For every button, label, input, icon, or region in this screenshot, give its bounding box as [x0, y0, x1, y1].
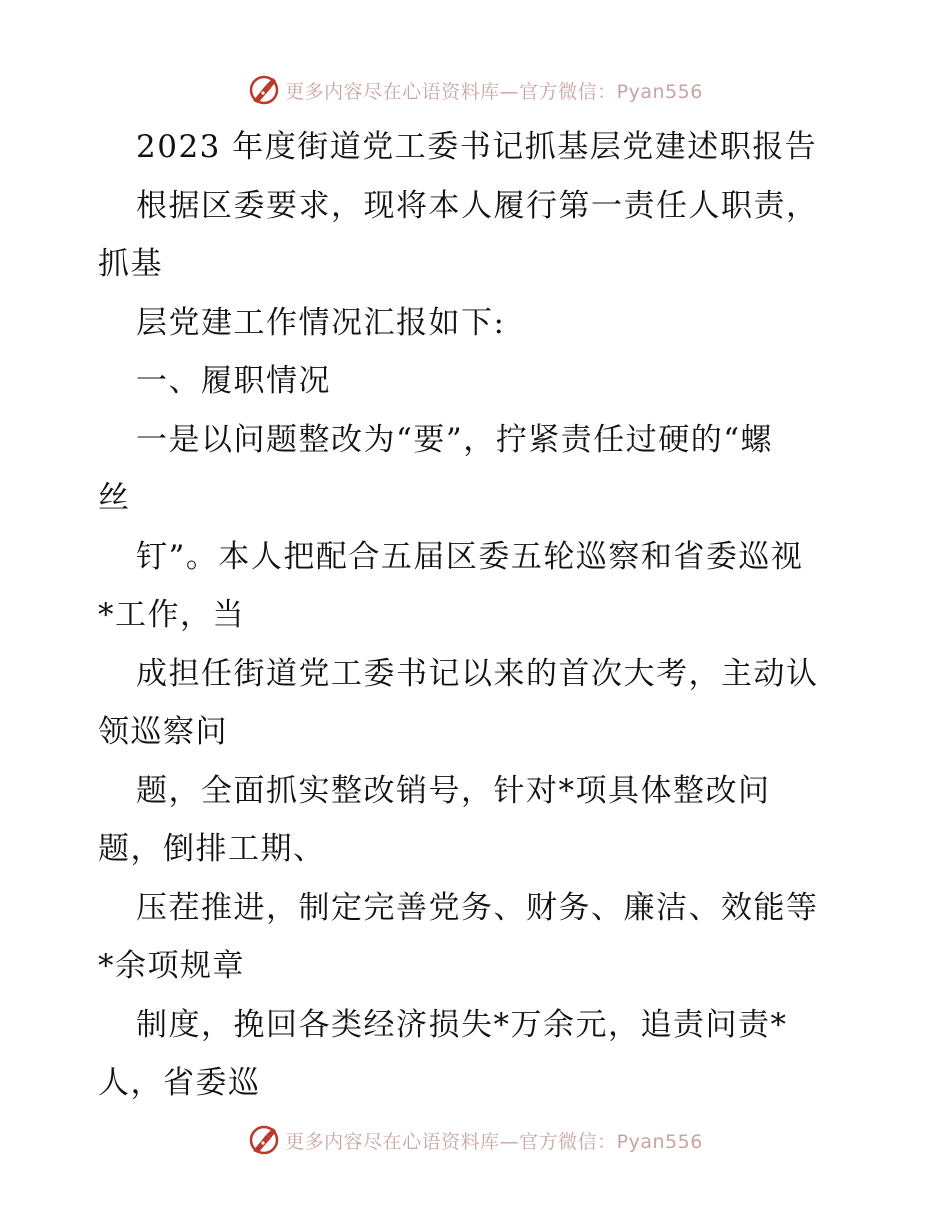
footer-banner-text: 更多内容尽在心语资料库—官方微信：Pyan556 [285, 1130, 703, 1153]
paragraph-line: 领巡察问 [98, 714, 228, 750]
paragraph-line: 根据区委要求，现将本人履行第一责任人职责， [136, 187, 819, 224]
pen-nib-circle-icon [247, 73, 281, 107]
paragraph-line: 一是以问题整改为“要”，拧紧责任过硬的“螺 [136, 421, 774, 458]
document-body [98, 118, 858, 1113]
paragraph-line: 抓基 [98, 246, 163, 282]
paragraph-line: *余项规章 [98, 948, 245, 984]
header-banner-text: 更多内容尽在心语资料库—官方微信：Pyan556 [285, 80, 703, 103]
document-title: 2023 年度街道党工委书记抓基层党建述职报告 [136, 129, 818, 165]
paragraph-line: 钉”。本人把配合五届区委五轮巡察和省委巡视 [136, 538, 804, 575]
paragraph-line: 人，省委巡 [98, 1065, 261, 1101]
paragraph-line: 层党建工作情况汇报如下: [136, 304, 506, 341]
pen-nib-circle-icon [247, 1123, 281, 1157]
paragraph-line: 制度，挽回各类经济损失*万余元，追责问责* [136, 1006, 788, 1043]
paragraph-line: 题，全面抓实整改销号，针对*项具体整改问 [136, 772, 771, 809]
paragraph-line: *工作，当 [98, 597, 245, 633]
paragraph-line: 题，倒排工期、 [98, 831, 326, 867]
paragraph-line: 压茬推进，制定完善党务、财务、廉洁、效能等 [136, 889, 819, 926]
paragraph-line: 丝 [98, 480, 131, 516]
footer-banner [0, 1120, 950, 1160]
header-banner [0, 70, 950, 110]
section-heading: 一、履职情况 [136, 363, 331, 399]
paragraph-line: 成担任街道党工委书记以来的首次大考，主动认 [136, 655, 819, 692]
